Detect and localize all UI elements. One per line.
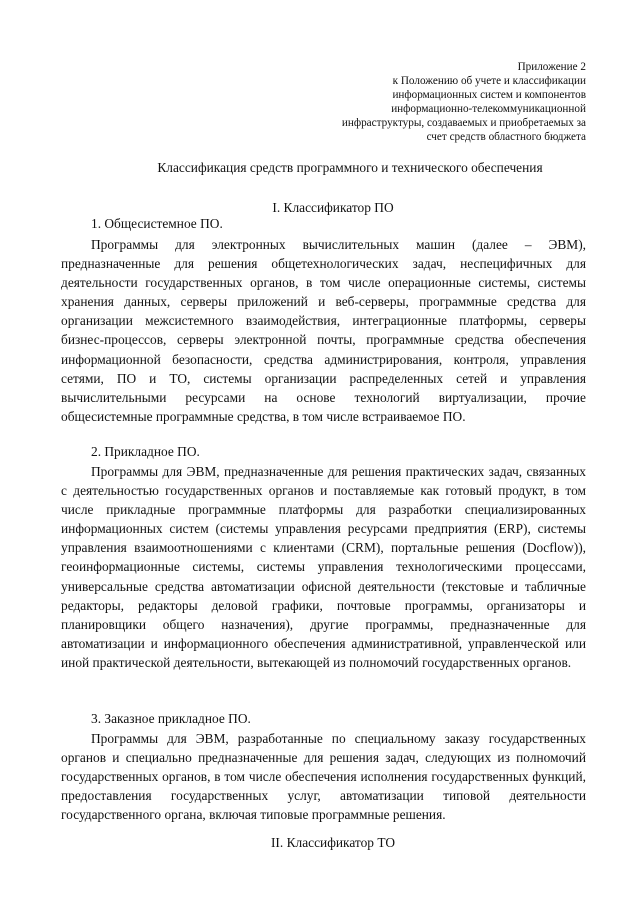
item-title-system-software: 1. Общесистемное ПО.	[91, 216, 223, 231]
annex-block	[286, 61, 586, 144]
section-heading-software: I. Классификатор ПО	[272, 200, 394, 215]
item-title-applied-software: 2. Прикладное ПО.	[91, 444, 200, 459]
item-text-applied-software: Программы для ЭВМ, предназначенные для решения практических задач, связанных с деятельностью государственных органов и поставляемые как готовый продукт, в том числе прикладные программные платформы для разработки специализированных информационных систем (системы управления ресурсами предприятия (ERP), системы управления взаимоотношениями с клиентами (CRM), портальные решения (Docflow)), геоинформационные системы, системы управления технологическими процессами, универсальные средства автоматизации офисной деятельности (текстовые и табличные редакторы, редакторы деловой графики, почтовые программы, организаторы и планировщики общего назначения), другие программы, предназначенные для автоматизации и информационного обеспечения административной, управленческой или иной практической деятельности, вытекающей из полномочий государственных органов.	[61, 464, 586, 670]
item-text-system-software: Программы для электронных вычислительных машин (далее – ЭВМ), предназначенные для решения общетехнологических задач, неспецифичных для деятельности государственных органов, в том числе операционные системы, системы хранения данных, серверы приложений и веб-серверы, программные средства для организации межсистемного взаимодействия, интеграционные платформы, серверы бизнес-процессов, серверы электронной почты, программные средства обеспечения информационной безопасности, средства администрирования, контроля, управления сетями, ПО и ТО, системы организации распределенных сетей и управления вычислительными ресурсами на основе технологий виртуализации, прочие общесистемные программные средства, в том числе встраиваемое ПО.	[61, 237, 586, 424]
annex-line: к Положению об учете и классификации	[392, 74, 586, 87]
annex-line: информационных систем и компонентов	[392, 88, 586, 101]
annex-line: инфраструктуры, создаваемых и приобретаемых за	[341, 116, 586, 129]
item-text-custom-software: Программы для ЭВМ, разработанные по специальному заказу государственных органов и специально предназначенные для решения задач, следующих из полномочий государственных органов, в том числе обеспечения исполнения государственных функций, предоставления государственных услуг, автоматизации типовой деятельности государственного органа, включая типовые программные решения.	[61, 731, 586, 823]
item-title-custom-software: 3. Заказное прикладное ПО.	[91, 711, 251, 726]
annex-line: информационно-телекоммуникационной	[391, 102, 586, 115]
document-title: Классификация средств программного и технического обеспечения	[157, 160, 543, 175]
annex-line: счет средств областного бюджета	[426, 130, 586, 143]
section-heading-hardware: II. Классификатор ТО	[270, 835, 396, 850]
annex-line: Приложение 2	[517, 61, 586, 73]
